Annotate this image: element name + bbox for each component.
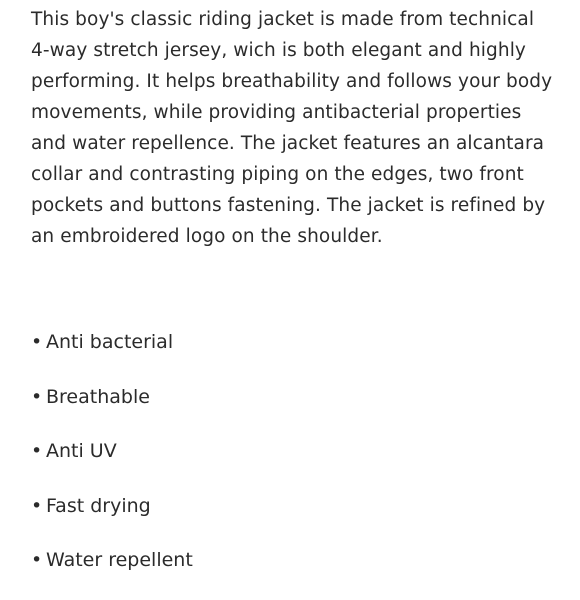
feature-label: Anti UV bbox=[46, 440, 117, 462]
feature-label: Fast drying bbox=[46, 494, 151, 517]
feature-label: Breathable bbox=[46, 385, 150, 408]
bullet-icon: • bbox=[31, 440, 43, 462]
feature-label: Water repellent bbox=[46, 549, 193, 571]
feature-item bbox=[31, 491, 193, 546]
bullet-icon: • bbox=[31, 494, 43, 517]
feature-label: Anti bacterial bbox=[46, 331, 174, 353]
feature-item bbox=[31, 436, 193, 491]
bullet-icon: • bbox=[31, 331, 43, 353]
feature-item bbox=[31, 382, 193, 437]
feature-item bbox=[31, 545, 193, 600]
bullet-icon: • bbox=[31, 549, 43, 571]
feature-list bbox=[31, 327, 193, 600]
product-description: This boy's classic riding jacket is made from technical 4-way stretch jersey, wich is both elegant and highly performing. It helps breathability and follows your body movements, while providing antibacterial properties and water repellence. The jacket features an alcantara collar and contrasting piping on the edges, two front pockets and buttons fastening. The jacket is refined by an embroidered logo on the shoulder. bbox=[31, 9, 553, 247]
bullet-icon: • bbox=[31, 385, 43, 408]
feature-item bbox=[31, 327, 193, 382]
